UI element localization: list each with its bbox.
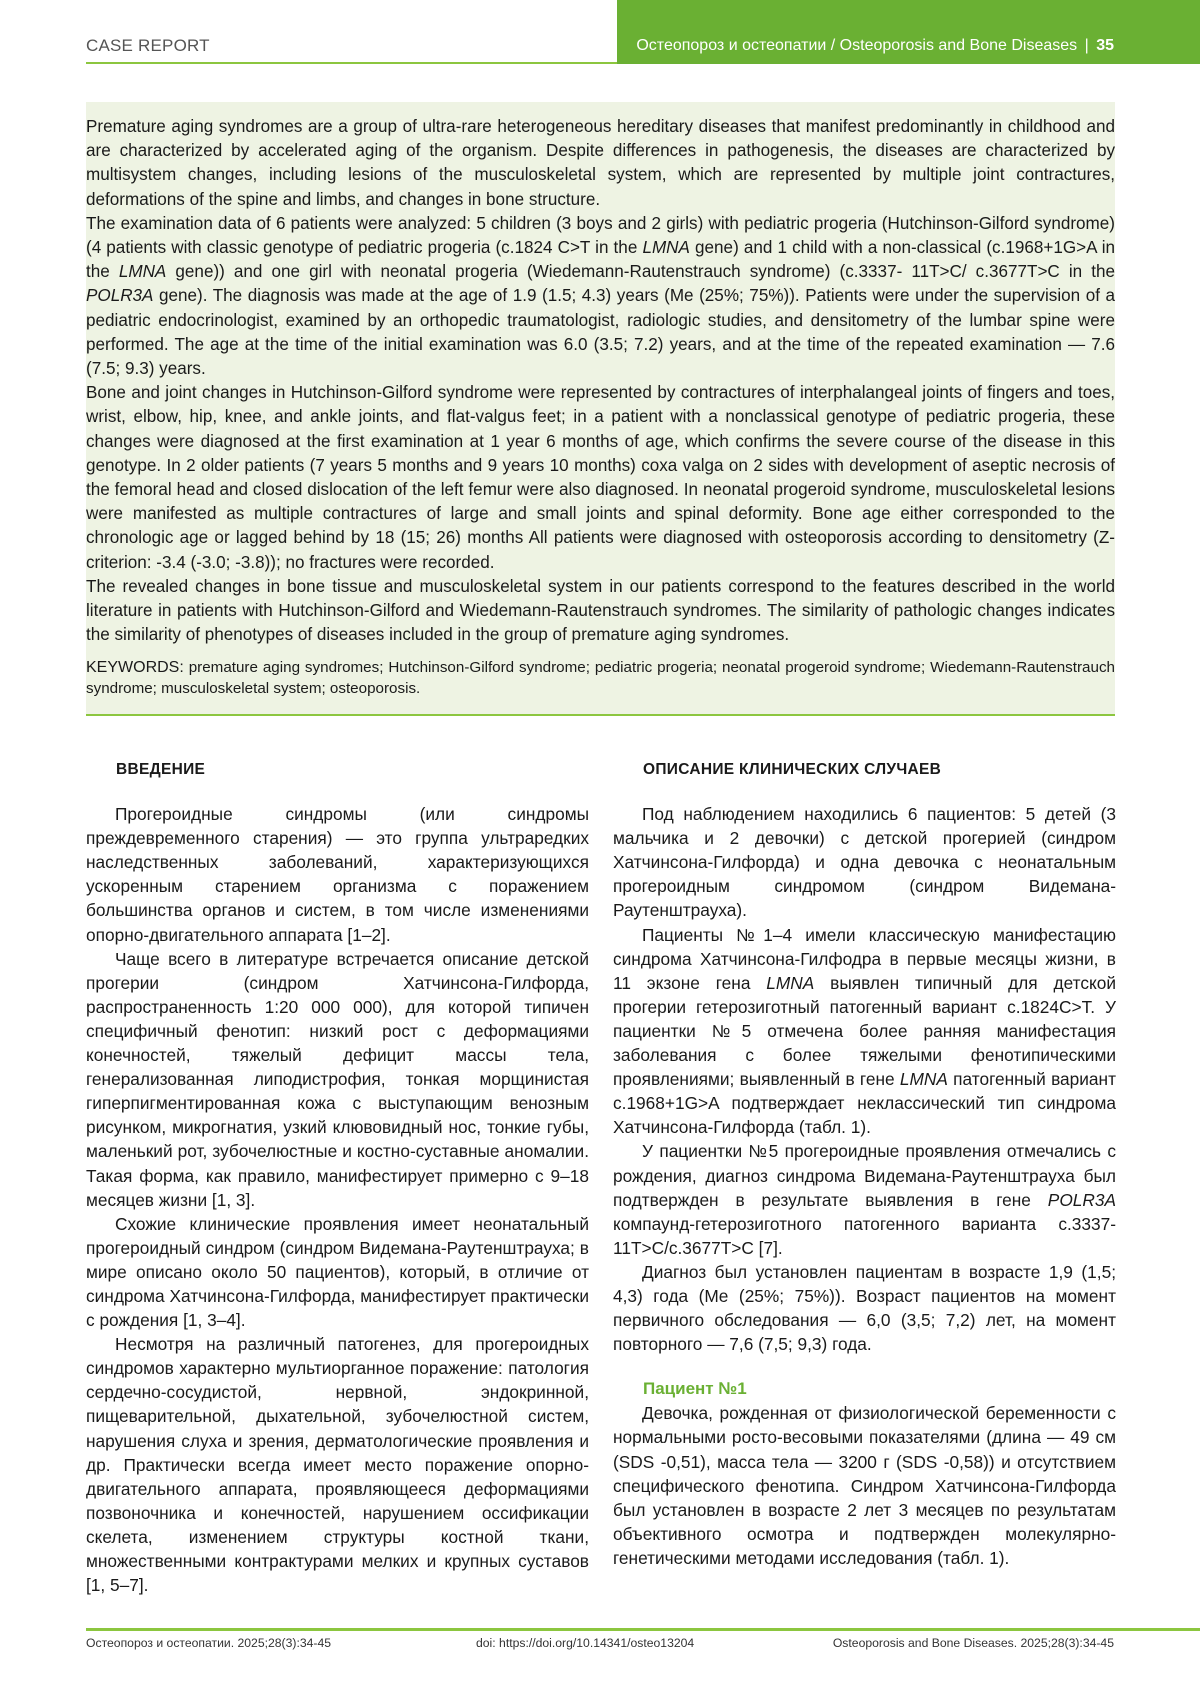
body-paragraph: Под наблюдением находились 6 пациентов: 5 детей (3 мальчика и 2 девочки) с детской прогерией (синдром Хатчинсона-Гилфорда) и одна девочка с неонатальным прогероидным синдромом (синдром Видемана-Раутенштрауха). [613, 804, 1116, 921]
gene-name: LMNA [766, 972, 815, 993]
body-paragraph: Несмотря на различный патогенез, для прогероидных синдромов характерно мультиорганное поражение: патология сердечно-сосудистой, нервной, эндокринной, пищеварительной, дыхательной, зубочелюстной систем, нарушения слуха и зрения, дерматологические проявления и др. Практически всегда имеет место поражение опорно-двигательного аппарата, проявляющееся деформациями позвоночника и конечностей, нарушением оссификации скелета, изменением структуры костной ткани, множественными контрактурами мелких и крупных суставов [1, 5–7]. [86, 1334, 589, 1596]
body-paragraph: Прогероидные синдромы (или синдромы преждевременного старения) — это группа ультраредких наследственных заболеваний, характеризующихся ускоренным старением организма с поражением большинства органов и систем, в том числе изменениями опорно-двигательного аппарата [1–2]. [86, 804, 589, 945]
abstract-paragraph-4: The revealed changes in bone tissue and musculoskeletal system in our patients correspond to the features described in the world literature in patients with Hutchinson-Gilford and Wiedemann-Rautenstrauch syndromes. The similarity of pathologic changes indicates the similarity of phenotypes of diseases included in the group of premature aging syndromes. [86, 576, 1115, 645]
gene-name: LMNA [899, 1069, 948, 1090]
body-paragraph: Девочка, рожденная от физиологической беременности с нормальными росто-весовыми показателями (длина — 49 см (SDS -0,51), масса тела — 3200 г (SDS -0,58)) и отсутствием специфического фенотипа. Синдром Хатчинсона-Гилфорда был установлен в возрасте 2 лет 3 месяцев по результатам объективного осмотра и подтвержден молекулярно-генетическими методами исследования (табл. 1). [613, 1403, 1116, 1568]
left-column [86, 758, 589, 1597]
header-separator: | [1084, 37, 1089, 54]
keywords-label: KEYWORDS: [86, 659, 184, 677]
keywords [86, 657, 1115, 699]
footer-rule [86, 1628, 1200, 1631]
footer-citation-en: Osteoporosis and Bone Diseases. 2025;28(3):34-45 [832, 1636, 1114, 1650]
journal-title: Остеопороз и остеопатии / Osteoporosis and Bone Diseases [636, 37, 1078, 54]
abstract-paragraph-3: Bone and joint changes in Hutchinson-Gilford syndrome were represented by contractures of interphalangeal joints of fingers and toes, wrist, elbow, hip, knee, and ankle joints, and flat-valgus feet; in a patient with a nonclassical genotype of pediatric progeria, these changes were diagnosed at the first examination at 1 year 6 months of age, which confirms the severe course of the disease in this genotype. In 2 older patients (7 years 5 months and 9 years 10 months) coxa valga on 2 sides with development of aseptic necrosis of the femoral head and closed dislocation of the left femur were also diagnosed. In neonatal progeroid syndrome, musculoskeletal lesions were manifested as multiple contractures of large and small joints and spinal deformity. Bone age either corresponded to the chronologic age or lagged behind by 18 (15; 26) months All patients were diagnosed with osteoporosis according to densitometry (Z-criterion: -3.4 (-3.0; -3.8)); no fractures were recorded. [86, 383, 1115, 572]
journal-header [636, 37, 1114, 55]
section-heading-clinical-cases: ОПИСАНИЕ КЛИНИЧЕСКИХ СЛУЧАЕВ [643, 761, 942, 778]
abstract-paragraph-2: The examination data of 6 patients were analyzed: 5 children (3 boys and 2 girls) with pediatric progeria (Hutchinson-Gilford syndrome) (4 patients with classic genotype of pediatric progeria (c.1824 C>T in the LMNA gene) and 1 child with a non-classical (c.1968+1G>A in the LMNA gene)) and one girl with neonatal progeria (Wiedemann-Rautenstrauch syndrome) (c.3337- 11T>C/ c.3677T>C in the POLR3A gene). The diagnosis was made at the age of 1.9 (1.5; 4.3) years (Me (25%; 75%)). Patients were under the supervision of a pediatric endocrinologist, examined by an orthopedic traumatologist, radiologic studies, and densitometry of the lumbar spine were performed. The age at the time of the initial examination was 6.0 (3.5; 7.2) years, and at the time of the repeated examination — 7.6 (7.5; 9.3) years. [86, 213, 1115, 379]
header-rule [86, 62, 618, 64]
abstract-box [86, 102, 1115, 716]
body-paragraph: Схожие клинические проявления имеет неонатальный прогероидный синдром (синдром Видемана-Раутенштрауха; в мире описано около 50 пациентов), который, в отличие от синдрома Хатчинсона-Гилфорда, манифестирует практически с рождения [1, 3–4]. [86, 1213, 589, 1331]
body-paragraph: Пациенты №1–4 имели классическую манифестацию синдрома Хатчинсона-Гилфодра в первые месяцы жизни, в 11 экзоне гена LMNA выявлен типичный для детской прогерии гетерозиготный патогенный вариант c.1824C>T. У пациентки №5 отмечена более ранняя манифестация заболевания с более тяжелыми фенотипическими проявлениями; выявленный в гене LMNA патогенный вариант c.1968+1G>A подтверждает неклассический тип синдрома Хатчинсона-Гилфорда (табл. 1). [613, 924, 1117, 1138]
abstract-paragraph-1: Premature aging syndromes are a group of ultra-rare heterogeneous hereditary diseases that manifest predominantly in childhood and are characterized by accelerated aging of the organism. Despite differences in pathogenesis, the diseases are characterized by multisystem changes, including lesions of the musculoskeletal system, which are represented by multiple joint contractures, deformations of the spine and limbs, and changes in bone structure. [86, 117, 1115, 209]
gene-name: LMNA [642, 238, 690, 258]
gene-name: POLR3A [1047, 1189, 1116, 1210]
page-number: 35 [1096, 37, 1114, 54]
keywords-list: premature aging syndromes; Hutchinson-Gilford syndrome; pediatric progeria; neonatal progeroid syndrome; Wiedemann-Rautenstrauch syndrome; musculoskeletal system; osteoporosis. [86, 659, 1115, 698]
footer-doi: doi: https://doi.org/10.14341/osteo13204 [476, 1636, 695, 1650]
patient-1-heading: Пациент №1 [643, 1379, 747, 1399]
section-label: CASE REPORT [86, 36, 210, 55]
gene-name: LMNA [118, 262, 167, 282]
right-column [613, 758, 1116, 1570]
section-heading-introduction: ВВЕДЕНИЕ [116, 761, 206, 778]
body-paragraph: Диагноз был установлен пациентам в возрасте 1,9 (1,5; 4,3) года (Me (25%; 75%)). Возраст пациентов на момент первичного обследования — 6,0 (3,5; 7,2) лет, на момент повторного — 7,6 (7,5; 9,3) года. [613, 1261, 1116, 1355]
body-paragraph: Чаще всего в литературе встречается описание детской прогерии (синдром Хатчинсона-Гилфорда, распространенность 1:20 000 000), для которой типичен специфичный фенотип: низкий рост с деформациями конечностей, тяжелый дефицит массы тела, генерализованная липодистрофия, тонкая морщинистая гиперпигментированная кожа с выступающим венозным рисунком, микрогнатия, узкий клювовидный нос, тонкие губы, маленький рот, зубочелюстные и костно-суставные аномалии. Такая форма, как правило, манифестирует примерно с 9–18 месяцев жизни [1, 3]. [86, 948, 589, 1210]
footer-citation-ru: Остеопороз и остеопатии. 2025;28(3):34-45 [86, 1636, 331, 1650]
gene-name: POLR3A [86, 286, 154, 306]
body-paragraph: У пациентки №5 прогероидные проявления отмечались с рождения, диагноз синдрома Видемана-Раутенштрауха был подтвержден в результате выявления в гене POLR3A компаунд-гетерозиготного патогенного варианта c.3337-11T>C/c.3677T>C [7]. [613, 1141, 1116, 1258]
